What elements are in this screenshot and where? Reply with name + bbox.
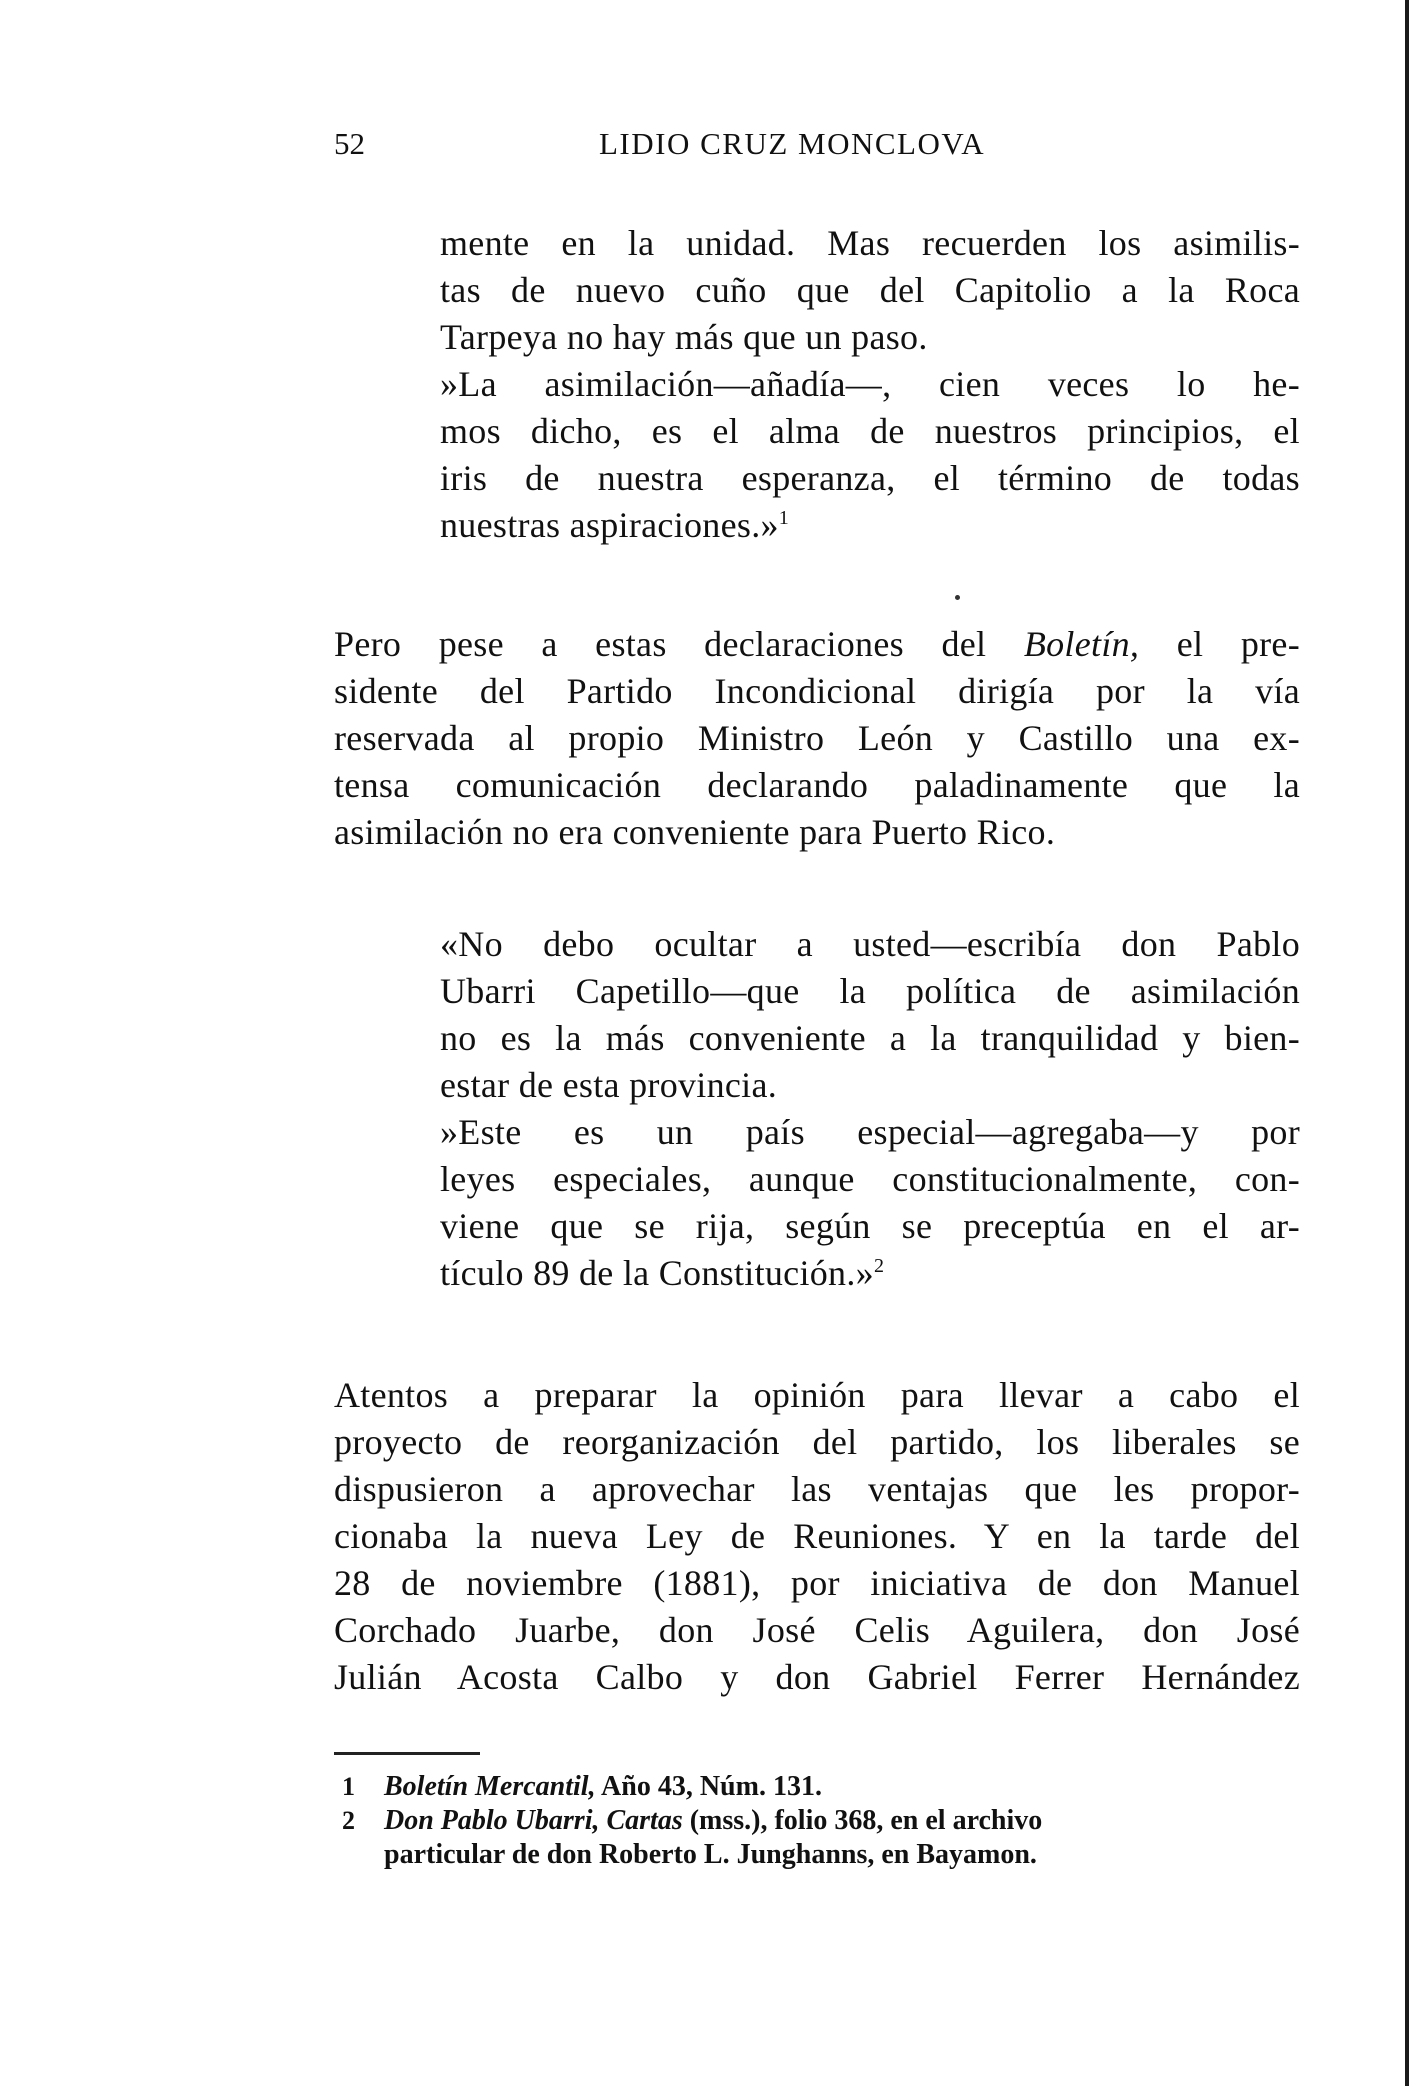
footnote-number: 1 bbox=[342, 1772, 355, 1801]
quote-line: tículo 89 de la Constitución.»$^2$ bbox=[440, 1253, 885, 1293]
text-line: mos dicho, es el alma de nuestros principios, el bbox=[440, 411, 1300, 451]
footnote-ref-2: 2 bbox=[873, 1255, 885, 1277]
footnote-2: Don Pablo Ubarri, Cartas (mss.), folio 368, en el archivo bbox=[384, 1805, 1043, 1836]
text-line: mente en la unidad. Mas recuerden los asimilis- bbox=[440, 223, 1300, 263]
footnote-2-continuation: particular de don Roberto L. Junghanns, en Bayamon. bbox=[384, 1839, 1037, 1870]
text-line: tensa comunicación declarando paladinamente que la bbox=[334, 765, 1300, 805]
text-line: Pero pese a estas declaraciones del Boletín, el pre- bbox=[334, 624, 1300, 664]
quote-line: no es la más conveniente a la tranquilidad y bien- bbox=[440, 1018, 1300, 1058]
print-speck bbox=[955, 595, 960, 600]
quote-line: «No debo ocultar a usted—escribía don Pablo bbox=[440, 924, 1300, 964]
footnote-number: 2 bbox=[342, 1806, 355, 1835]
footnote-ref-1: 1 bbox=[778, 507, 790, 529]
text-line: cionaba la nueva Ley de Reuniones. Y en la tarde del bbox=[334, 1516, 1300, 1556]
quote-line: Ubarri Capetillo—que la política de asimilación bbox=[440, 971, 1300, 1011]
footnote-title: Don Pablo Ubarri, Cartas bbox=[384, 1805, 683, 1836]
page-edge-rule bbox=[1405, 0, 1409, 2086]
footnote-separator bbox=[334, 1752, 480, 1755]
quote-line: estar de esta provincia. bbox=[440, 1065, 778, 1105]
text-line: »La asimilación—añadía—, cien veces lo he- bbox=[440, 364, 1300, 404]
text-line: Julián Acosta Calbo y don Gabriel Ferrer Hernández bbox=[334, 1657, 1300, 1697]
text-line: dispusieron a aprovechar las ventajas que les propor- bbox=[334, 1469, 1300, 1509]
footnote-1: Boletín Mercantil, Año 43, Núm. 131. bbox=[384, 1771, 822, 1802]
text-line: reservada al propio Ministro León y Castillo una ex- bbox=[334, 718, 1300, 758]
text-line: tas de nuevo cuño que del Capitolio a la Roca bbox=[440, 270, 1300, 310]
text-line: 28 de noviembre (1881), por iniciativa de don Manuel bbox=[334, 1563, 1300, 1603]
running-title: LIDIO CRUZ MONCLOVA bbox=[599, 126, 986, 161]
text-line: iris de nuestra esperanza, el término de todas bbox=[440, 458, 1300, 498]
quote-line: viene que se rija, según se preceptúa en el ar- bbox=[440, 1206, 1300, 1246]
running-header bbox=[334, 126, 1034, 166]
italic-title: Boletín, bbox=[1023, 624, 1140, 664]
text-line: Corchado Juarbe, don José Celis Aguilera, don José bbox=[334, 1610, 1300, 1650]
footnote-title: Boletín Mercantil, bbox=[384, 1771, 596, 1802]
text-line: Atentos a preparar la opinión para llevar a cabo el bbox=[334, 1375, 1300, 1415]
text-line: sidente del Partido Incondicional dirigía por la vía bbox=[334, 671, 1300, 711]
text-line: nuestras aspiraciones.»$^1$ bbox=[440, 505, 790, 545]
text-line: asimilación no era conveniente para Puerto Rico. bbox=[334, 812, 1056, 852]
quote-line: »Este es un país especial—agregaba—y por bbox=[440, 1112, 1300, 1152]
quote-line: leyes especiales, aunque constitucionalmente, con- bbox=[440, 1159, 1300, 1199]
text-line: proyecto de reorganización del partido, los liberales se bbox=[334, 1422, 1300, 1462]
page-number: 52 bbox=[334, 126, 365, 161]
text-line: Tarpeya no hay más que un paso. bbox=[440, 317, 928, 357]
